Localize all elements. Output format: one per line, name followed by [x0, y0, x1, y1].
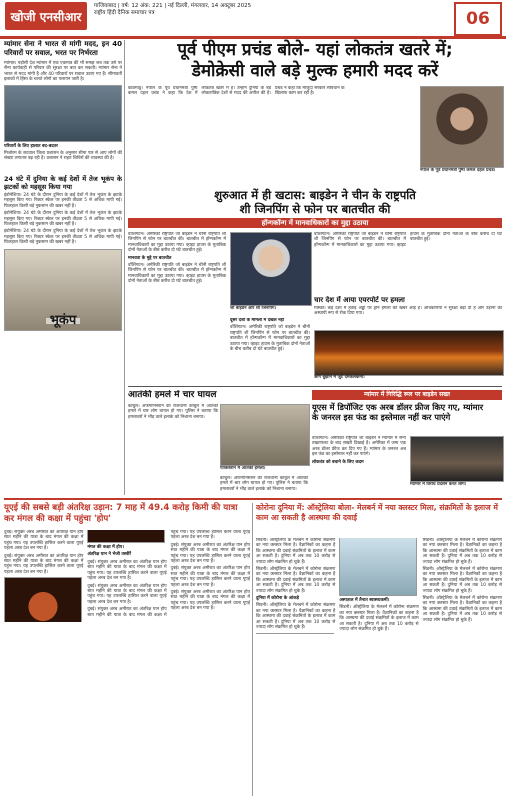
corona-body-2: सिडनी। ऑस्ट्रेलिया के मेलबर्न में कोरोना संक्रमण का नया क्लस्टर मिला है। वैज्ञानिकों का कहना है कि आस्थमा की दवाई संक्रमितों के इलाज में काम आ सकती है। दुनिया में अब तक 10 करोड़ से ज्यादा लोग संक्रमित हो चुके हैं। [256, 567, 336, 594]
newspaper-logo: खोजी एनसीआर [5, 2, 87, 30]
uae-hope-headline: यूएई की सबसे बड़ी अंतरिक्ष उड़ान: 7 माह में 49.4 करोड़ किमी की यात्रा कर मंगल की कक्षा में पहुंचा 'होप' [4, 503, 238, 524]
uae-body-8: दुबई। संयुक्त अरब अमीरात का अंतरिक्ष यान होप सात महीने की यात्रा के बाद मंगल की कक्षा में पहुंच गया। यह उपलब्धि हासिल करने वाला यूएई पहला अरब देश बन गया है। [170, 590, 250, 612]
uae-body-3: दुबई। संयुक्त अरब अमीरात का अंतरिक्ष यान होप सात महीने की यात्रा के बाद मंगल की कक्षा में पहुंच गया। यह उपलब्धि हासिल करने वाला यूएई पहला अरब देश बन गया है। [87, 559, 167, 582]
biden-headline-line1: शुरुआत में ही खटास: बाइडेन ने चीन के राष्ट्रपति [214, 188, 416, 202]
corona-body-1: सिडनी। ऑस्ट्रेलिया के मेलबर्न में कोरोना संक्रमण का नया क्लस्टर मिला है। वैज्ञानिकों का कहना है कि आस्थमा की दवाई संक्रमितों के इलाज में काम आ सकती है। दुनिया में अब तक 10 करोड़ से ज्यादा लोग संक्रमित हो चुके हैं। [256, 538, 336, 565]
main-headline-line1: पूर्व पीएम प्रचंड बोले- यहां लोकतंत्र खतरे में; [177, 40, 453, 60]
uae-body-7: दुबई। संयुक्त अरब अमीरात का अंतरिक्ष यान होप सात महीने की यात्रा के बाद मंगल की कक्षा में पहुंच गया। यह उपलब्धि हासिल करने वाला यूएई पहला अरब देश बन गया है। [170, 566, 250, 588]
earthquake-headline: 24 घंटे में दुनिया के कई देशों में तेज भूकंप के झटकों को महसूस किया गया [4, 175, 122, 191]
corona-headline: कोरोना दुनिया में: ऑस्ट्रेलिया बोला- मेलबर्न में नया क्लस्टर मिला, संक्रमितों के इलाज में काम आ सकती है आस्थमा की दवाई [256, 503, 498, 522]
us-body: वॉशिंगटन। अमेरिकी राष्ट्रपति जो बाइडेन ने म्यांमार में सैन्य तख्तापलट के बाद सख्ती दिखाई है। अमेरिका में जमा एक अरब डॉलर फ्रीज कर दिए गए हैं। म्यांमार के जनरल अब इस फंड का इस्तेमाल नहीं कर पाएंगे। [312, 436, 406, 458]
date-line [94, 3, 424, 17]
corona-headline-box [256, 503, 502, 522]
myanmar-army-body: म्यांमार। पड़ोसी देश म्यांमार में एक एकमात्र की भी समझ जब तक उसे पर सैन्य कार्यवाही से परिवार की सुरक्षा पर बात कर सकती। म्यांमार सेना ने भारत से मदद मांगी है और 40 परिवारों पर सवाल उठाए गए हैं। सीमावर्ती इलाकों में हिंसा के चलते लोगों का पलायन जारी है। [4, 61, 122, 83]
nepal-story-body: काठमांडू। नेपाल के पूर्व प्रधानमंत्री पुष्प कमल दहल प्रचंड ने कहा कि देश में लोकतंत्र खतरे में है। उन्होंने दुनिया के बड़े लोकतांत्रिक देशों से मदद की अपील की है। प्रचंड ने कहा कि मौजूदा सरकार संविधान के खिलाफ काम कर रही है। [128, 86, 345, 97]
uae-hope-headline-box [4, 503, 250, 525]
prachanda-photo [420, 86, 504, 168]
uae-body-2: दुबई। संयुक्त अरब अमीरात का अंतरिक्ष यान होप सात महीने की यात्रा के बाद मंगल की कक्षा में पहुंच गया। यह उपलब्धि हासिल करने वाला यूएई पहला अरब देश बन गया है। [4, 553, 84, 575]
corona-body-7: सिडनी। ऑस्ट्रेलिया के मेलबर्न में कोरोना संक्रमण का नया क्लस्टर मिला है। वैज्ञानिकों का कहना है कि आस्थमा की दवाई संक्रमितों के इलाज में काम आ सकती है। दुनिया में अब तक 10 करोड़ से ज्यादा लोग संक्रमित हो चुके हैं। [422, 596, 502, 623]
myanmar-army-body2: मिजोरम के सटवाल जिला प्रशासन के अनुसार सीमा पार से आए लोगों की संख्या लगातार बढ़ रही है। प्रशासन ने राहत शिविरों की व्यवस्था की है। [4, 151, 122, 162]
myanmar-army-photo [4, 85, 122, 142]
earthquake-story [4, 175, 122, 365]
attack-headline: आतंकी हमले में चार घायल [128, 390, 217, 400]
biden-story-middle [230, 318, 310, 382]
corona-body-4: सिडनी। ऑस्ट्रेलिया के मेलबर्न में कोरोना संक्रमण का नया क्लस्टर मिला है। वैज्ञानिकों का कहना है कि आस्थमा की दवाई संक्रमितों के इलाज में काम आ सकती है। दुनिया में अब तक 10 करोड़ से ज्यादा लोग संक्रमित हो चुके हैं। [339, 605, 419, 633]
column-divider [124, 40, 125, 495]
bottom-section-divider [4, 498, 502, 500]
earthquake-body-3: इंडोनेशिया। 24 घंटे के दौरान दुनिया के कई देशों में तेज भूकंप के झटके महसूस किए गए। रिक्टर स्केल पर इनकी तीव्रता 5 से अधिक मापी गई। फिलहाल किसी बड़े नुकसान की खबर नहीं है। [4, 229, 122, 246]
corona-caption: अस्पताल में तैनात स्वास्थ्यकर्मी। [339, 598, 390, 604]
uae-body-5: दुबई। संयुक्त अरब अमीरात का अंतरिक्ष यान होप सात महीने की यात्रा के बाद मंगल की कक्षा में पहुंच गया। यह उपलब्धि हासिल करने वाला यूएई पहला अरब देश बन गया है। [87, 530, 250, 618]
myanmar-army-story [4, 40, 122, 170]
myanmar-strap: म्यांमार में गिरिद्धि रूल पर बाइडेन सख्त [312, 390, 502, 400]
earthquake-body-2: इंडोनेशिया। 24 घंटे के दौरान दुनिया के कई देशों में तेज भूकंप के झटके महसूस किए गए। रिक्टर स्केल पर इनकी तीव्रता 5 से अधिक मापी गई। फिलहाल किसी बड़े नुकसान की खबर नहीं है। [4, 211, 122, 228]
wildfire-caption: आग बुझाने में जुटे दमकलकर्मी। [314, 375, 365, 380]
myanmar-protest-caption: म्यांमार में विरोध प्रदर्शन करते लोग। [410, 482, 467, 487]
wildfire-photo [314, 330, 504, 376]
tagline: राष्ट्रीय हिंदी दैनिक समाचार पत्र [94, 10, 155, 16]
biden-headline-line2: शी जिनपिंग से फोन पर बातचीत की [239, 202, 391, 216]
myanmar-army-headline: म्यांमार सेना ने भारत से मांगी मदद, इन 40 परिवारों पर सवाल, भरत पर निर्भरता [4, 40, 122, 57]
airport-headline: चार देश में आया एयरपोर्ट पर हमला [314, 296, 405, 304]
uae-caption: मंगल की कक्षा में होप। [87, 545, 124, 551]
uae-body-4: दुबई। संयुक्त अरब अमीरात का अंतरिक्ष यान होप सात महीने की यात्रा के बाद मंगल की कक्षा में पहुंच गया। यह उपलब्धि हासिल करने वाला यूएई पहला अरब देश बन गया है। [87, 583, 167, 605]
attack-body-2: काबुल। अफगानिस्तान की राजधानी काबुल में आतंकी हमले में चार लोग घायल हो गए। पुलिस ने बताया कि हमलावरों ने भीड़ वाले इलाके को निशाना बनाया। [220, 476, 308, 492]
bottom-column-divider [252, 503, 253, 796]
page-number: 06 [454, 2, 502, 36]
attack-body: काबुल। अफगानिस्तान की राजधानी काबुल में आतंकी हमले में चार लोग घायल हो गए। पुलिस ने बताया कि हमलावरों ने भीड़ वाले इलाके को निशाना बनाया। [128, 404, 218, 420]
masthead [0, 0, 506, 39]
biden-body-continued: वॉशिंगटन। अमेरिकी राष्ट्रपति जो बाइडेन ने चीनी राष्ट्रपति शी जिनपिंग से फोन पर बातचीत की। बातचीत में हॉन्गकॉन्ग में मानवाधिकारों का मुद्दा उठाया गया। व्हाइट हाउस के मुताबिक दोनों नेताओं के बीच करीब दो घंटे बातचीत हुई। [128, 263, 226, 285]
corona-body-5: सिडनी। ऑस्ट्रेलिया के मेलबर्न में कोरोना संक्रमण का नया क्लस्टर मिला है। वैज्ञानिकों का कहना है कि आस्थमा की दवाई संक्रमितों के इलाज में काम आ सकती है। दुनिया में अब तक 10 करोड़ से ज्यादा लोग संक्रमित हो चुके हैं। [422, 538, 502, 565]
uae-body: दुबई। संयुक्त अरब अमीरात का अंतरिक्ष यान होप सात महीने की यात्रा के बाद मंगल की कक्षा में पहुंच गया। यह उपलब्धि हासिल करने वाला यूएई पहला अरब देश बन गया है। [4, 530, 84, 552]
corona-body [256, 538, 502, 796]
uae-subhead: अंतरिक्ष यान ने भेजी तस्वीरें [87, 552, 132, 558]
earthquake-photo-label: भूकंप [46, 318, 81, 323]
biden-story-left [128, 232, 226, 382]
biden-body-mid: वॉशिंगटन। अमेरिकी राष्ट्रपति जो बाइडेन ने चीनी राष्ट्रपति शी जिनपिंग से फोन पर बातचीत की। बातचीत में हॉन्गकॉन्ग में मानवाधिकारों का मुद्दा उठाया गया। व्हाइट हाउस के मुताबिक दोनों नेताओं के बीच करीब दो घंटे बातचीत हुई। [230, 325, 310, 353]
us-story-left [312, 436, 406, 494]
myanmar-protest-photo [410, 436, 504, 482]
biden-caption: जो बाइडेन और शी जिनपिंग। [230, 306, 277, 311]
main-headline-line2: डेमोक्रेसी वाले बड़े मुल्क हमारी मदद करें [191, 61, 439, 81]
biden-body: वॉशिंगटन। अमेरिकी राष्ट्रपति जो बाइडेन ने चीनी राष्ट्रपति शी जिनपिंग से फोन पर बातचीत की। बातचीत में हॉन्गकॉन्ग में मानवाधिकारों का मुद्दा उठाया गया। व्हाइट हाउस के मुताबिक दोनों नेताओं के बीच करीब दो घंटे बातचीत हुई। [128, 232, 226, 254]
biden-subhead: मानवता के मुद्दे पर बातचीत [128, 255, 172, 261]
attack-caption: पाकिस्तान में आतंकी हमला। [220, 466, 266, 471]
myanmar-army-subhead: परिवारों के लिए हालात बद-बदतर [4, 143, 58, 149]
uae-hope-body [4, 530, 250, 796]
section-divider [128, 386, 502, 387]
biden-subhead2: दूसरे देशों के मामलों में दखल नहीं [230, 318, 285, 323]
biden-photo [230, 232, 312, 306]
prachanda-caption: नेपाल के पूर्व प्रधानमंत्री पुष्प कमल दहल प्रचंड। [420, 168, 496, 173]
biden-strap: हॉन्गकॉन्ग में मानवाधिकारों का मुद्दा उठाया [128, 218, 502, 228]
us-subhead: लोकतंत्र को बचाने के लिए कदम [312, 459, 364, 465]
uae-body-6: दुबई। संयुक्त अरब अमीरात का अंतरिक्ष यान होप सात महीने की यात्रा के बाद मंगल की कक्षा में पहुंच गया। यह उपलब्धि हासिल करने वाला यूएई पहला अरब देश बन गया है। [170, 542, 250, 565]
biden-story-right: वॉशिंगटन। अमेरिकी राष्ट्रपति जो बाइडेन ने चीनी राष्ट्रपति शी जिनपिंग से फोन पर बातचीत की। बातचीत में हॉन्गकॉन्ग में मानवाधिकारों का मुद्दा उठाया गया। व्हाइट हाउस के मुताबिक दोनों नेताओं के बीच करीब दो घंटे बातचीत हुई। [314, 232, 502, 248]
us-freeze-headline-box [312, 402, 502, 422]
corona-body-3: सिडनी। ऑस्ट्रेलिया के मेलबर्न में कोरोना संक्रमण का नया क्लस्टर मिला है। वैज्ञानिकों का कहना है कि आस्थमा की दवाई संक्रमितों के इलाज में काम आ सकती है। दुनिया में अब तक 10 करोड़ से ज्यादा लोग संक्रमित हो चुके हैं। [256, 603, 336, 631]
biden-xi-headline [128, 188, 502, 228]
corona-body-6: सिडनी। ऑस्ट्रेलिया के मेलबर्न में कोरोना संक्रमण का नया क्लस्टर मिला है। वैज्ञानिकों का कहना है कि आस्थमा की दवाई संक्रमितों के इलाज में काम आ सकती है। दुनिया में अब तक 10 करोड़ से ज्यादा लोग संक्रमित हो चुके हैं। [422, 567, 502, 594]
corona-subhead: दुनिया में कोरोना के आंकड़े [256, 596, 299, 602]
main-headline [128, 40, 502, 82]
attack-photo [220, 404, 310, 466]
us-headline-line2: के जनरल इस फंड का इस्तेमाल नहीं कर पाएंगे [312, 412, 451, 422]
earthquake-body: इंडोनेशिया। 24 घंटे के दौरान दुनिया के कई देशों में तेज भूकंप के झटके महसूस किए गए। रिक्टर स्केल पर इनकी तीव्रता 5 से अधिक मापी गई। फिलहाल किसी बड़े नुकसान की खबर नहीं है। [4, 193, 122, 209]
us-headline-line1: यूएस में डिपॉजिट एक अरब डॉलर फ्रीज किए गए, म्यांमार [312, 402, 484, 412]
issue-line: गाजियाबाद | वर्ष: 12 अंक: 221 | नई दिल्ली, मंगलवार, 14 अक्टूबर 2025 [94, 3, 252, 9]
earthquake-photo [4, 249, 122, 331]
airport-body: मास्को। कई देशों में हवाई अड्डों पर ड्रोन हमलों की खबरें आई हैं। अधिकारियों ने सुरक्षा बढ़ा दी है और उड़ानों को अस्थायी रूप से रोक दिया गया। [314, 306, 502, 317]
